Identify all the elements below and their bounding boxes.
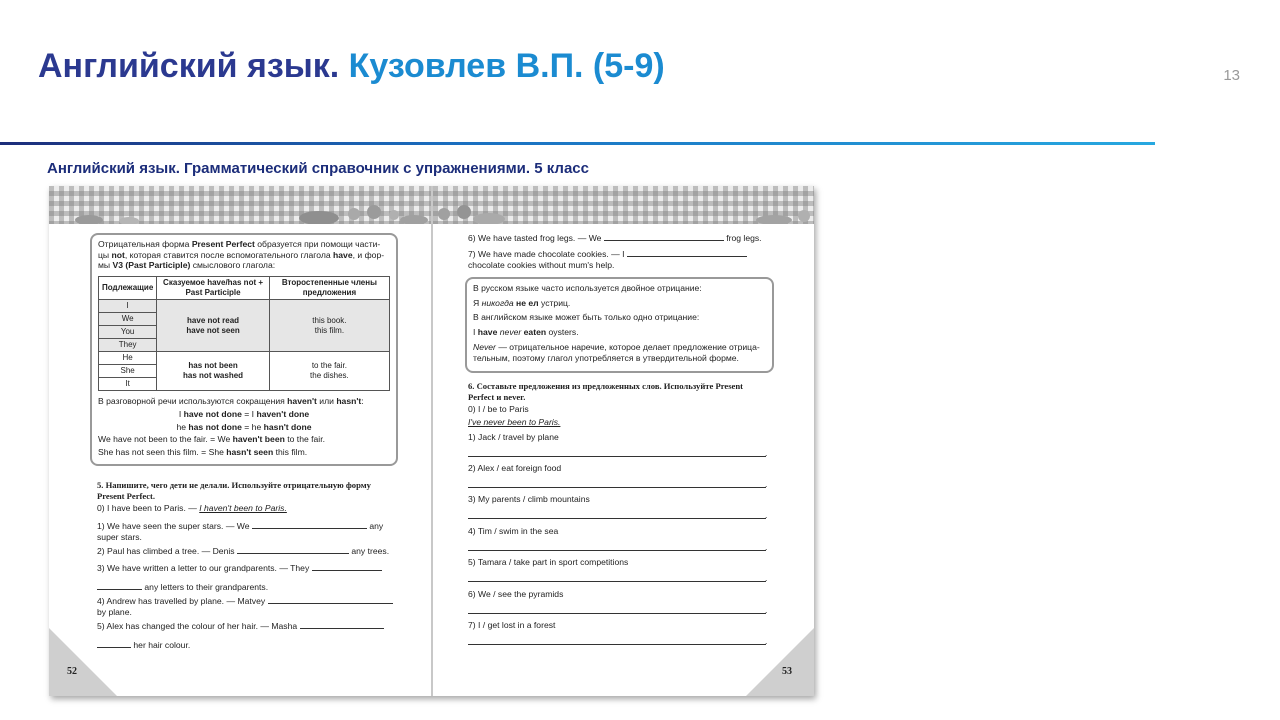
table-cell-subject: We — [99, 313, 157, 326]
table-header-secondary: Второстепенные члены предложения — [269, 277, 389, 300]
grammar-rule-box — [90, 233, 398, 466]
exercise-5-item-6: 6) We have tasted frog legs. — We frog legs. — [468, 233, 762, 243]
rule-intro: Отрицательная форма Present Perfect образуется при помощи части-цы not, которая ставится после вспомогательного глагола have, и фор-мы V3 (Past Participle) смыслового глагола: — [98, 239, 385, 271]
sentence-example-1: We have not been to the fair. = We haven't been to the fair. — [98, 434, 325, 445]
exercise-6-item-5: 5) Tamara / take part in sport competitions — [468, 557, 629, 567]
table-cell-predicate: have not read have not seen — [157, 300, 270, 352]
answer-blank[interactable] — [252, 520, 367, 529]
answer-blank[interactable] — [97, 639, 131, 648]
sentence-example-2: She has not seen this film. = She hasn't seen this film. — [98, 447, 308, 458]
answer-blank[interactable] — [268, 595, 393, 604]
table-cell-rest: to the fair. the dishes. — [269, 352, 389, 391]
exercise-6-item-2: 2) Alex / eat foreign food — [468, 463, 562, 473]
exercise-6-heading: 6. Составьте предложения из предложенных слов. Используйте Present Perfect и never. — [468, 381, 744, 402]
exercise-5-item-5: 5) Alex has changed the colour of her hair. — Masha her hair colour. — [97, 620, 407, 650]
line-end-dot: . — [765, 448, 768, 458]
answer-line[interactable] — [468, 613, 766, 614]
answer-blank[interactable] — [627, 248, 747, 257]
answer-line[interactable] — [468, 518, 766, 519]
table-cell-subject: He — [99, 352, 157, 365]
slide-title-author: Кузовлев В.П. (5-9) — [348, 47, 665, 85]
line-end-dot: . — [765, 542, 768, 552]
exercise-6-item-4: 4) Tim / swim in the sea — [468, 526, 559, 536]
exercise-6-example-question: 0) I / be to Paris — [468, 404, 529, 414]
line-end-dot: . — [765, 479, 768, 489]
grammar-table — [98, 276, 390, 391]
left-flower-ornament — [69, 202, 429, 224]
table-cell-rest: this book. this film. — [269, 300, 389, 352]
table-cell-subject: They — [99, 339, 157, 352]
right-page-number: 53 — [782, 665, 792, 677]
slide-title-subject: Английский язык. — [38, 47, 340, 85]
answer-line[interactable] — [468, 456, 766, 457]
table-cell-subject: I — [99, 300, 157, 313]
exercise-5-example: 0) I have been to Paris. — I haven't been to Paris. — [97, 503, 287, 513]
answer-line[interactable] — [468, 581, 766, 582]
line-end-dot: . — [765, 510, 768, 520]
exercise-5-item-3: 3) We have written a letter to our grandparents. — They any letters to their grandparents. — [97, 562, 407, 592]
contractions-intro: В разговорной речи используются сокращения haven't или hasn't: — [98, 396, 364, 407]
slide-title — [38, 44, 665, 88]
exercise-6-example-answer: I've never been to Paris. — [468, 417, 561, 427]
right-flower-ornament — [434, 202, 812, 224]
slide-number: 13 — [1223, 67, 1240, 84]
line-end-dot: . — [765, 573, 768, 583]
table-cell-subject: You — [99, 326, 157, 339]
answer-line[interactable] — [468, 550, 766, 551]
table-header-predicate: Сказуемое have/has not + Past Participle — [157, 277, 270, 300]
exercise-5-heading: 5. Напишите, чего дети не делали. Используйте отрицательную форму Present Perfect. — [97, 480, 371, 501]
exercise-6-item-3: 3) My parents / climb mountains — [468, 494, 590, 504]
contraction-example-1: I have not done = I haven't done — [178, 408, 310, 419]
exercise-6-item-6: 6) We / see the pyramids — [468, 589, 564, 599]
line-end-dot: . — [765, 605, 768, 615]
answer-blank[interactable] — [604, 232, 724, 241]
answer-blank[interactable] — [237, 545, 349, 554]
table-cell-predicate: has not been has not washed — [157, 352, 270, 391]
table-header-subjects: Подлежащие — [99, 277, 157, 300]
line-end-dot: . — [765, 636, 768, 646]
answer-blank[interactable] — [97, 581, 142, 590]
exercise-5-item-2: 2) Paul has climbed a tree. — Denis any trees. — [97, 546, 390, 556]
book-spread-image — [49, 186, 814, 696]
right-page-corner — [746, 628, 814, 696]
table-cell-subject: She — [99, 365, 157, 378]
slide-subtitle: Английский язык. Грамматический справочник с упражнениями. 5 класс — [47, 160, 589, 177]
exercise-5-item-4: 4) Andrew has travelled by plane. — Matvey by plane. — [97, 595, 407, 617]
exercise-6-item-7: 7) I / get lost in a forest — [468, 620, 556, 630]
answer-blank[interactable] — [300, 620, 384, 629]
exercise-5-item-7: 7) We have made chocolate cookies. — I chocolate cookies without mum's help. — [468, 248, 773, 270]
answer-line[interactable] — [468, 644, 766, 645]
table-cell-subject: It — [99, 378, 157, 391]
title-divider — [0, 142, 1155, 145]
answer-blank[interactable] — [312, 562, 382, 571]
left-page-number: 52 — [67, 665, 77, 677]
exercise-5-item-1: 1) We have seen the super stars. — We any super stars. — [97, 521, 384, 542]
contraction-example-2: he has not done = he hasn't done — [176, 421, 312, 432]
answer-line[interactable] — [468, 487, 766, 488]
double-negation-note: В русском языке часто используется двойное отрицание: Я никогда не ел устриц. В английском языке может быть только одно отрицание: I have never eaten oysters. Never — отрицательное наречие, которое делает предложение отрица-тельным, поэтому глагол употребляется в утвердительной форме. — [465, 277, 774, 373]
exercise-6-item-1: 1) Jack / travel by plane — [468, 432, 559, 442]
book-spine — [431, 186, 433, 696]
